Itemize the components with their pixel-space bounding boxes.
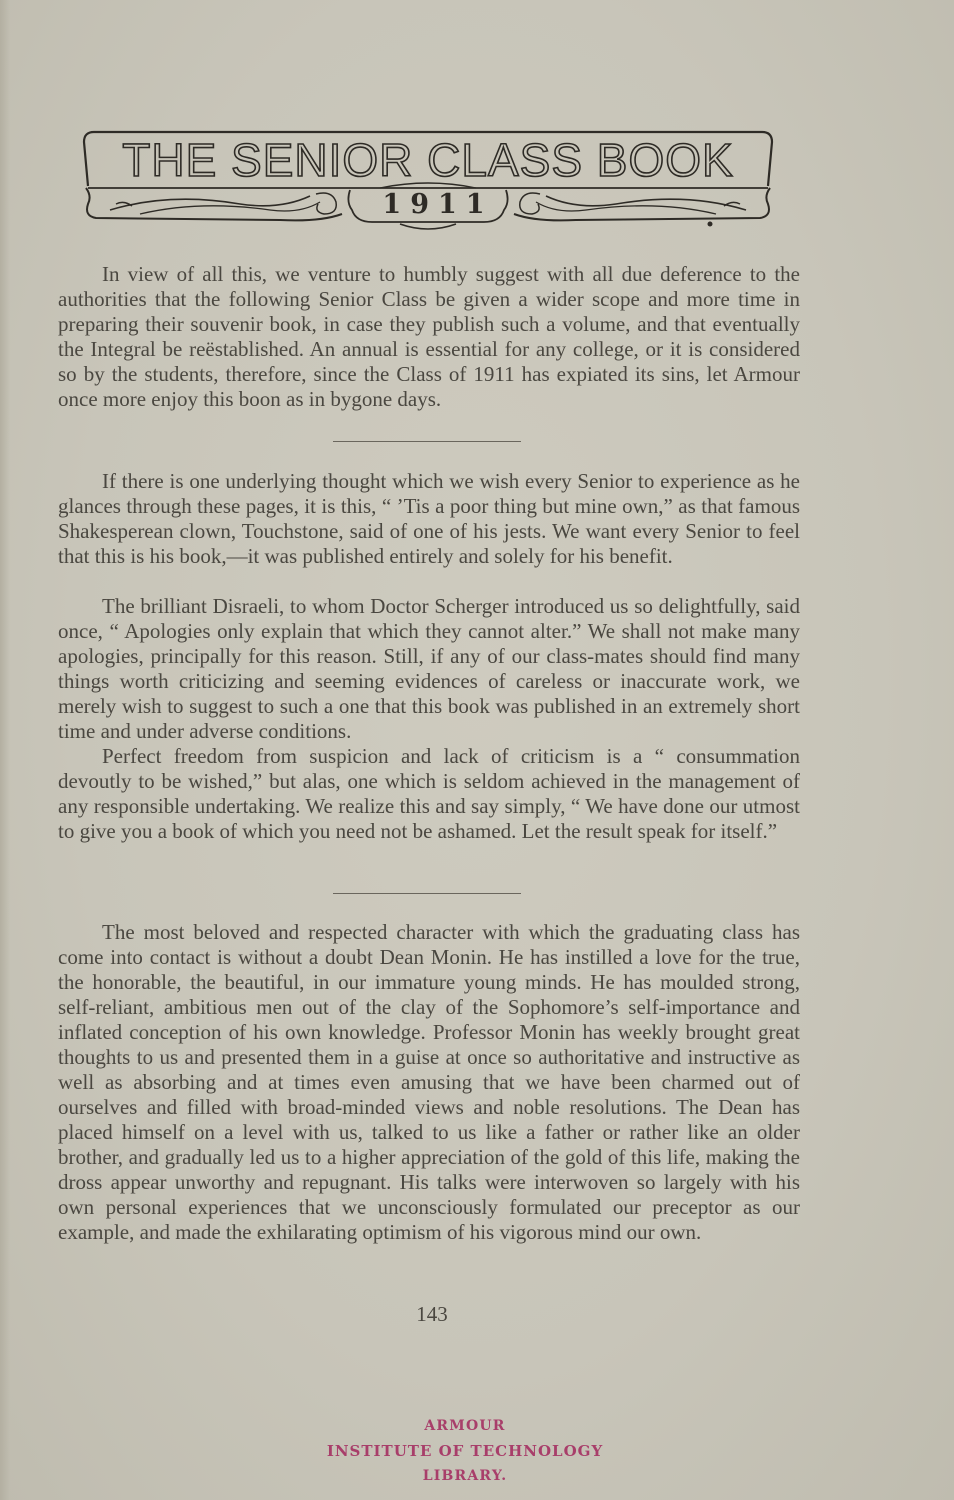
stamp-line-2: INSTITUTE OF TECHNOLOGY [326,1442,604,1460]
section-divider-1 [333,441,521,442]
page-edge-shadow [0,0,10,1500]
paragraph-2: If there is one underlying thought which we wish every Senior to experience as he glances through these pages, it is this, “ ’Tis a poor thing but mine own,” as that famous Shakesperean clown, Touchstone, said of one of his jests. We want every Senior to feel that this is his book,—it was published entirely and solely for his benefit. [58,469,800,568]
paragraph-3: The brilliant Disraeli, to whom Doctor Scherger introduced us so delightfully, said once, “ Apologies only explain that which they cannot alter.” We shall not make many apologies, principally for this reason. Still, if any of our class-mates should find many things worth criticizing and seeming evidences of careless or inaccurate work, we merely wish to suggest to such a one that this book was published in an extremely short time and under adverse conditions. [58,594,800,743]
page-number: 143 [416,1302,448,1326]
library-stamp [300,1414,630,1489]
paragraph-1: In view of all this, we venture to humbly suggest with all due deference to the authorities that the following Senior Class be given a wider scope and more time in preparing their souvenir book, in case they publish such a volume, and that eventually the Integral be reëstablished. An annual is essential for any college, or it is considered so by the students, therefore, since the Class of 1911 has expiated its sins, let Armour once more enjoy this boon as in bygone days. [58,262,800,411]
stamp-line-3: LIBRARY. [422,1468,508,1484]
section-divider-2 [333,893,521,894]
banner-title: THE SENIOR CLASS BOOK [122,134,734,186]
stamp-line-1: ARMOUR [424,1418,506,1434]
paragraph-4: Perfect freedom from suspicion and lack of criticism is a “ consummation devoutly to be wished,” but alas, one which is seldom achieved in the management of any responsible undertaking. We realize this and say simply, “ We have done our utmost to give you a book of which you need not be ashamed. Let the result speak for itself.” [58,744,800,843]
header-banner [80,130,776,234]
banner-year: 1911 [382,189,494,220]
paragraph-5: The most beloved and respected character with which the graduating class has come into contact is without a doubt Dean Monin. He has instilled a love for the true, the honorable, the beautiful, in our immature young minds. He has moulded strong, self-reliant, ambitious men out of the clay of the Sophomore’s self-importance and inflated conception of his own knowledge. Professor Monin has weekly brought great thoughts to us and presented them in a guise at once so authoritative and instructive as well as absorbing and at times even amusing that we have been charmed out of ourselves and filled with broad-minded views and noble resolutions. The Dean has placed himself on a level with us, talked to us like a father or rather like an older brother, and gradually led us to a higher appreciation of the gold of this life, making the dross appear unworthy and repugnant. His talks were interwoven so largely with his own personal experiences that we unconsciously formulated our preceptor as our example, and made the exhilarating optimism of his vigorous mind our own. [58,920,800,1244]
